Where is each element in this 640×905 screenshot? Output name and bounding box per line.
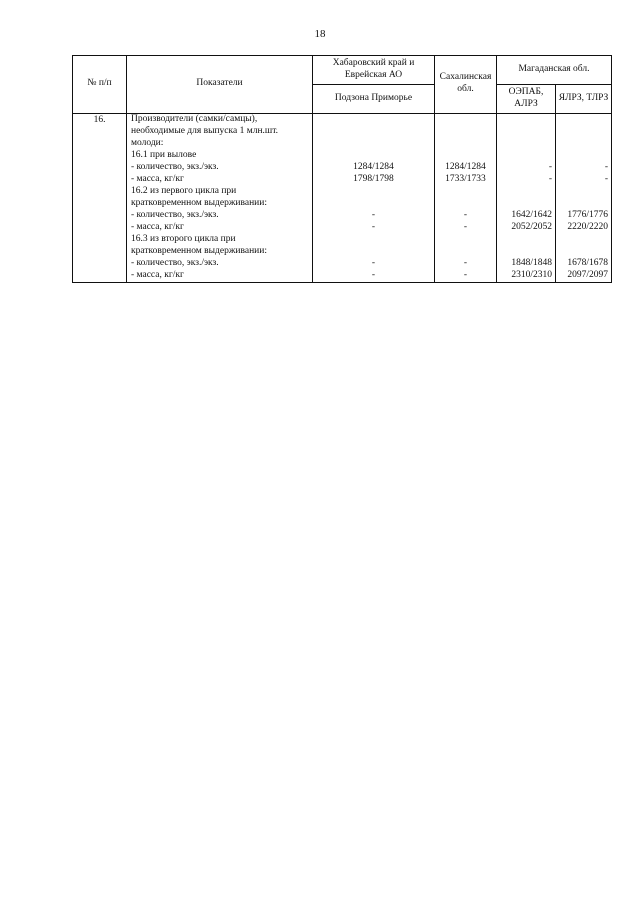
indicator-line: - масса, кг/кг	[131, 221, 184, 232]
sakhalin-line: -	[463, 209, 468, 220]
primorye-line	[313, 246, 434, 258]
yalrz-line	[556, 114, 611, 126]
oepab-line	[497, 246, 555, 258]
primorye-line	[313, 138, 434, 150]
indicator-line: кратковременном выдерживании:	[131, 197, 267, 208]
yalrz-cell	[556, 113, 612, 282]
primorye-line: -	[371, 209, 376, 220]
primorye-line: -	[371, 221, 376, 232]
page-number: 18	[314, 28, 326, 40]
sakhalin-line	[435, 234, 496, 246]
indicator-line: 16.3 из второго цикла при	[131, 233, 236, 244]
header-yalrz: ЯЛРЗ, ТЛРЗ	[556, 84, 612, 113]
oepab-line	[497, 138, 555, 150]
indicator-line: - количество, экз./экз.	[131, 161, 219, 172]
oepab-line	[497, 234, 555, 246]
yalrz-line: 2097/2097	[567, 269, 608, 280]
sakhalin-line: 1733/1733	[445, 173, 486, 184]
header-indicators: Показатели	[127, 56, 313, 114]
sakhalin-line: 1284/1284	[445, 161, 486, 172]
oepab-line	[497, 114, 555, 126]
sakhalin-line	[435, 138, 496, 150]
oepab-line: -	[548, 161, 552, 172]
indicator-line: 16.2 из первого цикла при	[131, 185, 237, 196]
primorye-line: 1798/1798	[353, 173, 394, 184]
yalrz-line	[556, 198, 611, 210]
primorye-line: 1284/1284	[353, 161, 394, 172]
yalrz-line: -	[604, 173, 608, 184]
yalrz-line	[556, 150, 611, 162]
sakhalin-line	[435, 198, 496, 210]
indicator-line: 16.1 при вылове	[131, 149, 197, 160]
indicator-line: - количество, экз./экз.	[131, 257, 219, 268]
oepab-line	[497, 186, 555, 198]
yalrz-line	[556, 186, 611, 198]
primorye-line	[313, 186, 434, 198]
header-khabarovsk: Хабаровский край и Еврейская АО	[313, 56, 435, 85]
yalrz-line	[556, 126, 611, 138]
indicator-line: - количество, экз./экз.	[131, 209, 219, 220]
oepab-line: 1642/1642	[511, 209, 552, 220]
primorye-line	[313, 114, 434, 126]
indicator-line: - масса, кг/кг	[131, 269, 184, 280]
primorye-line	[313, 126, 434, 138]
oepab-line	[497, 126, 555, 138]
yalrz-line	[556, 138, 611, 150]
oepab-cell	[497, 113, 556, 282]
header-num: № п/п	[73, 56, 127, 114]
oepab-line: 1848/1848	[511, 257, 552, 268]
primorye-line: -	[371, 269, 376, 280]
sakhalin-line	[435, 126, 496, 138]
indicator-line: - масса, кг/кг	[131, 173, 184, 184]
yalrz-line	[556, 246, 611, 258]
sakhalin-line: -	[463, 257, 468, 268]
yalrz-line	[556, 234, 611, 246]
indicator-line: кратковременном выдерживании:	[131, 245, 267, 256]
oepab-line: -	[548, 173, 552, 184]
header-oepab: ОЭПАБ, АЛРЗ	[497, 84, 556, 113]
oepab-line: 2310/2310	[511, 269, 552, 280]
data-table	[72, 55, 612, 283]
row-number: 16.	[73, 113, 127, 282]
indicator-line: Производители (самки/самцы),	[131, 113, 258, 124]
primorye-line	[313, 198, 434, 210]
sakhalin-line	[435, 246, 496, 258]
indicator-line: молоди:	[131, 137, 164, 148]
header-magadan: Магаданская обл.	[497, 56, 612, 85]
table-row	[73, 113, 612, 282]
yalrz-line: 1678/1678	[567, 257, 608, 268]
indicator-line: необходимые для выпуска 1 млн.шт.	[131, 125, 279, 136]
sakhalin-line: -	[463, 221, 468, 232]
sakhalin-line	[435, 186, 496, 198]
oepab-line	[497, 150, 555, 162]
header-sakhalin: Сахалинская обл.	[435, 56, 497, 114]
primorye-line	[313, 234, 434, 246]
primorye-line	[313, 150, 434, 162]
sakhalin-line: -	[463, 269, 468, 280]
yalrz-line: 2220/2220	[567, 221, 608, 232]
yalrz-line: 1776/1776	[567, 209, 608, 220]
yalrz-line: -	[604, 161, 608, 172]
oepab-line	[497, 198, 555, 210]
indicator-cell	[127, 113, 313, 282]
primorye-line: -	[371, 257, 376, 268]
primorye-cell	[313, 113, 435, 282]
oepab-line: 2052/2052	[511, 221, 552, 232]
sakhalin-line	[435, 114, 496, 126]
header-primorye: Подзона Приморье	[313, 84, 435, 113]
sakhalin-line	[435, 150, 496, 162]
sakhalin-cell	[435, 113, 497, 282]
